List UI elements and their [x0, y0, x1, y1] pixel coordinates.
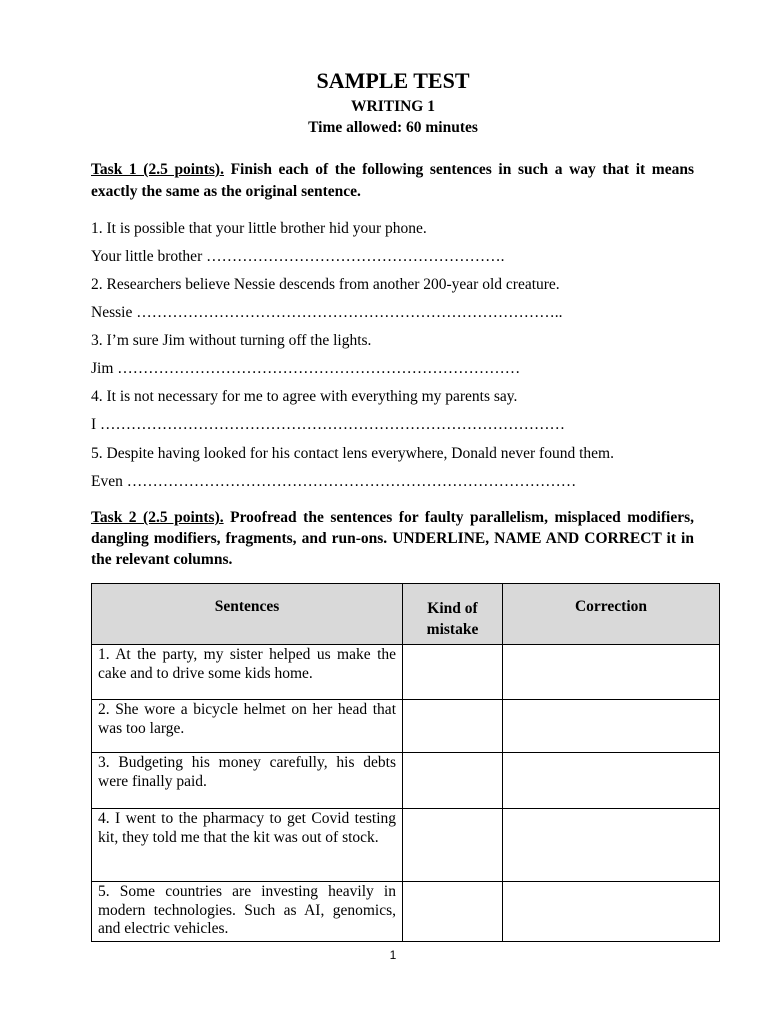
column-header-correction: Correction	[503, 584, 720, 645]
page-title: SAMPLE TEST	[316, 68, 470, 93]
correction-cell[interactable]	[503, 809, 720, 882]
correction-cell[interactable]	[503, 882, 720, 942]
task1-item-2-original: 2. Researchers believe Nessie descends from another 200-year old creature.	[91, 276, 560, 293]
task1-item-2-rewrite: Nessie ………………………………………………………………………..	[91, 304, 563, 321]
column-header-kind: Kind of mistake	[403, 584, 503, 645]
kind-of-mistake-cell[interactable]	[403, 882, 503, 942]
sentence-cell: 4. I went to the pharmacy to get Covid testing kit, they told me that the kit was out of stock.	[92, 809, 403, 882]
correction-cell[interactable]	[503, 645, 720, 700]
sentence-cell: 1. At the party, my sister helped us make the cake and to drive some kids home.	[92, 645, 403, 700]
table-row	[92, 882, 720, 942]
task1-instruction	[91, 159, 694, 203]
table-row	[92, 753, 720, 809]
sentence-cell: 3. Budgeting his money carefully, his debts were finally paid.	[92, 753, 403, 809]
page-subtitle: WRITING 1	[351, 98, 435, 115]
task1-item-5-rewrite: Even ……………………………………………………………………………	[91, 473, 577, 490]
kind-of-mistake-cell[interactable]	[403, 809, 503, 882]
page-number: 1	[389, 948, 397, 962]
task1-item-1-rewrite: Your little brother ………………………………………………….	[91, 248, 505, 265]
task1-item-5-original: 5. Despite having looked for his contact lens everywhere, Donald never found them.	[91, 445, 614, 462]
task2-text: Proofread the sentences for faulty parallelism, misplaced modifiers, dangling modifiers, fragments, and run-ons. UNDERLINE, NAME AND CORRECT it in the relevant columns.	[91, 509, 694, 568]
task2-instruction	[91, 507, 694, 570]
time-allowed: Time allowed: 60 minutes	[308, 119, 478, 136]
kind-of-mistake-cell[interactable]	[403, 700, 503, 753]
task1-item-3-original: 3. I’m sure Jim without turning off the lights.	[91, 332, 372, 349]
table-header-row	[92, 584, 720, 645]
correction-cell[interactable]	[503, 753, 720, 809]
answer-table	[91, 583, 720, 942]
correction-cell[interactable]	[503, 700, 720, 753]
column-header-sentences: Sentences	[92, 584, 403, 645]
kind-of-mistake-cell[interactable]	[403, 753, 503, 809]
task1-item-3-rewrite: Jim ……………………………………………………………………	[91, 360, 521, 377]
table-row	[92, 809, 720, 882]
task1-label: Task 1 (2.5 points).	[91, 161, 224, 178]
task1-item-1-original: 1. It is possible that your little brother hid your phone.	[91, 220, 427, 237]
task1-text: Finish each of the following sentences in such a way that it means exactly the same as the original sentence.	[91, 161, 694, 200]
sentence-cell: 5. Some countries are investing heavily in modern technologies. Such as AI, genomics, and electric vehicles.	[92, 882, 403, 942]
table-row	[92, 700, 720, 753]
task1-item-4-rewrite: I ………………………………………………………………………………	[91, 416, 566, 433]
sentence-cell: 2. She wore a bicycle helmet on her head that was too large.	[92, 700, 403, 753]
task2-label: Task 2 (2.5 points).	[91, 509, 224, 526]
task1-item-4-original: 4. It is not necessary for me to agree with everything my parents say.	[91, 388, 518, 405]
table-row	[92, 645, 720, 700]
kind-of-mistake-cell[interactable]	[403, 645, 503, 700]
